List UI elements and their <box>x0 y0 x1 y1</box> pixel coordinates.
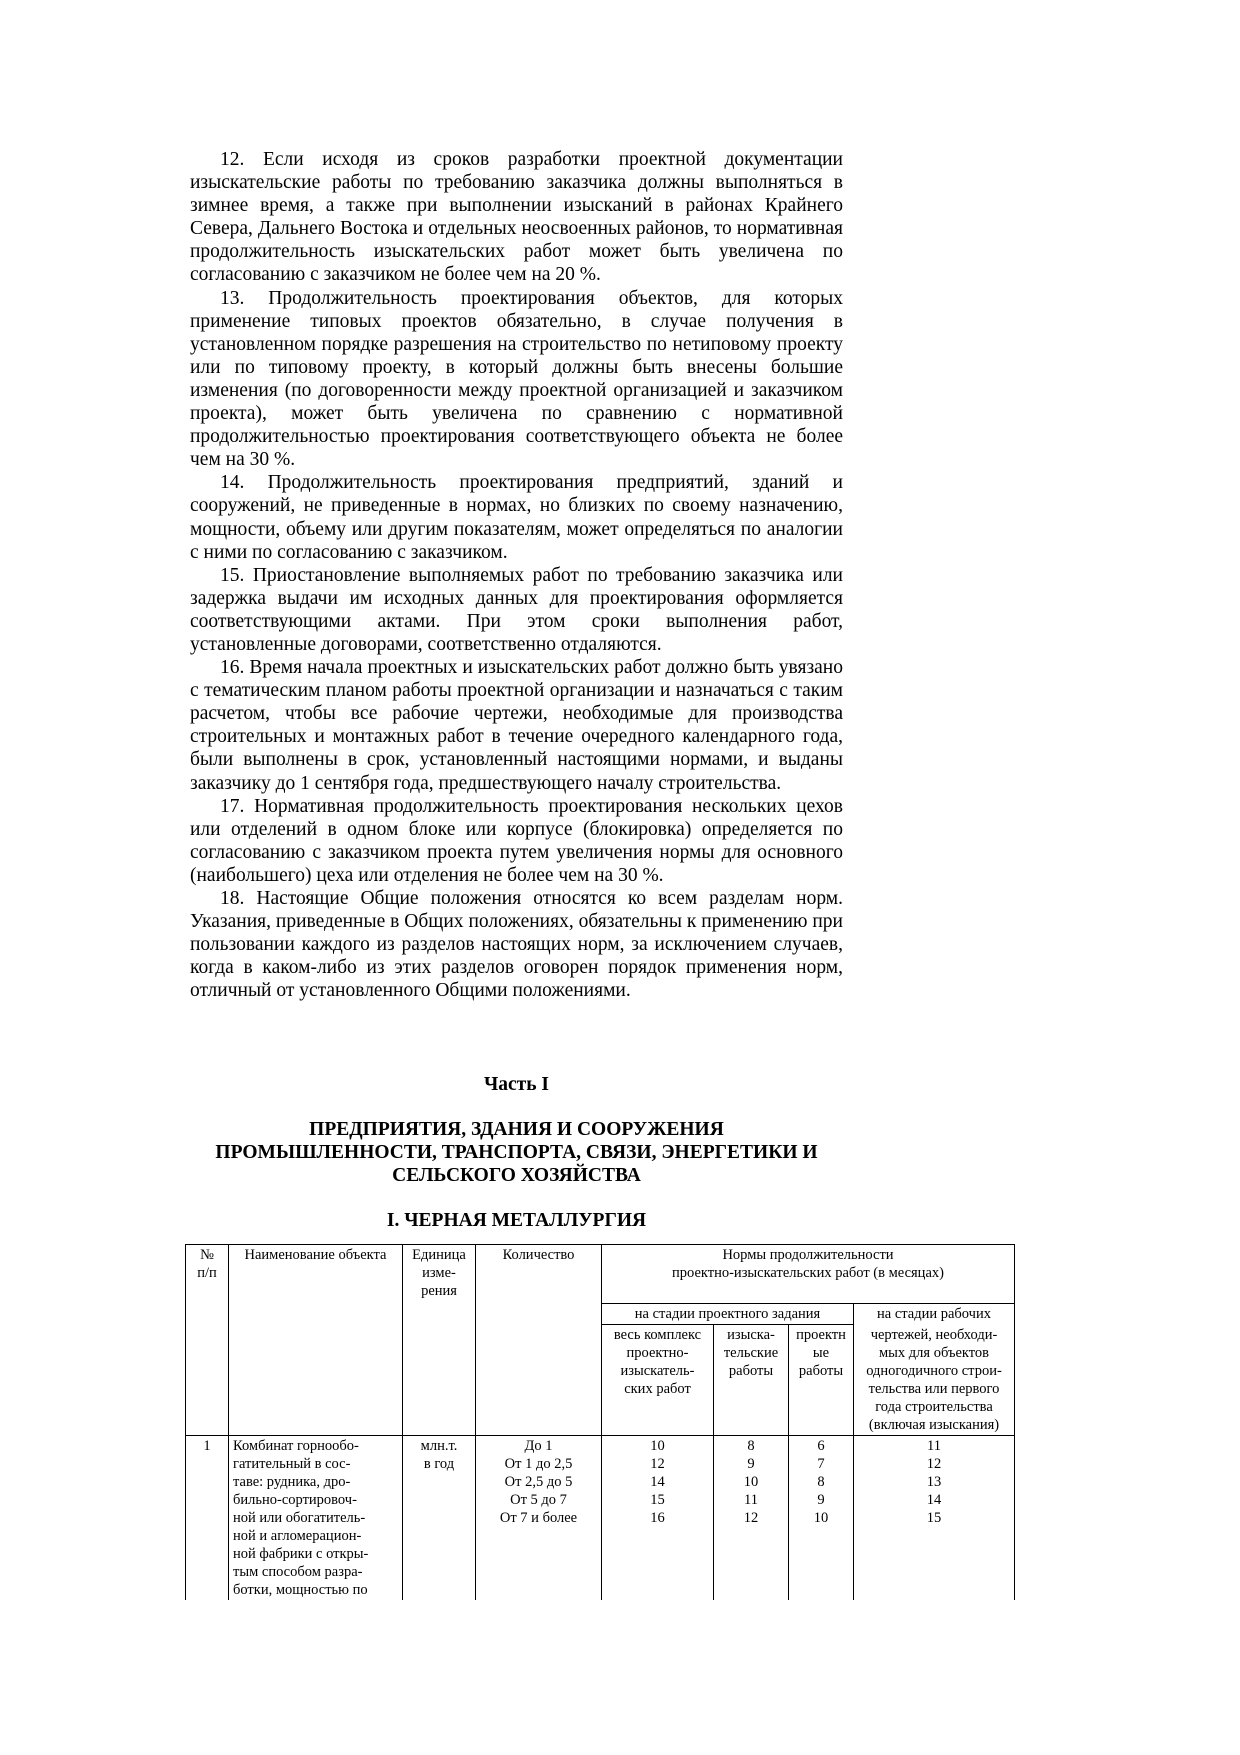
cell-text: ной фабрики с откры- <box>233 1545 369 1562</box>
cell-text: в год <box>423 1455 455 1472</box>
cell-drawings <box>854 1435 1015 1600</box>
paragraph-12: 12. Если исходя из сроков разработки проектной документации изыскательские работы по требованию заказчика должны выполняться в зимнее время, а также при выполнении изысканий в районах Крайнего Севера, Дальнего Востока и отдельных неосвоенных районов, то нормативная продолжительность изыскательских работ может быть увеличена по согласованию с заказчиком не более чем на 20 %. <box>190 149 843 286</box>
cell-text: До 1 <box>524 1437 553 1454</box>
header-stage-project <box>602 1304 854 1325</box>
header-text: изыска- <box>727 1327 775 1343</box>
header-text: одногодичного строи- <box>866 1362 1002 1379</box>
cell-text: 15 <box>926 1509 942 1526</box>
cell-text: 8 <box>747 1437 755 1454</box>
table-row <box>186 1435 1015 1600</box>
cell-text: 9 <box>817 1491 825 1508</box>
paragraph-16: 16. Время начала проектных и изыскательских работ должно быть увязано с тематическим планом работы проектной организации и назначаться с таким расчетом, чтобы все рабочие чертежи, необходимые для производства строительных и монтажных работ в течение очередного календарного года, были выполнены в срок, установленный настоящими нормами, и выданы заказчику до 1 сентября года, предшествующего началу строительства. <box>190 657 843 794</box>
header-text: на стадии проектного задания <box>634 1306 821 1322</box>
cell-text: 14 <box>650 1473 665 1490</box>
header-text: ских работ <box>624 1381 691 1397</box>
cell-unit <box>403 1435 476 1600</box>
cell-text: тым способом разра- <box>233 1563 363 1580</box>
header-text: тельства или первого <box>868 1380 1000 1397</box>
cell-text: гатительный в сос- <box>233 1455 351 1472</box>
header-name <box>229 1245 403 1436</box>
paragraph-13: 13. Продолжительность проектирования объектов, для которых применение типовых проектов обязательно, в случае получения в установленном порядке разрешения на строительство по нетиповому проекту или по типовому проекту, в который должны быть внесены большие изменения (по договоренности между проектной организацией и заказчиком проекта), может быть увеличена по сравнению с нормативной продолжительностью проектирования соответствующего объекта не более чем на 30 %. <box>190 287 843 471</box>
cell-text: 10 <box>650 1437 665 1454</box>
header-text: проектн <box>796 1327 846 1343</box>
cell-text: ботки, мощностью по <box>233 1581 368 1598</box>
norms-table <box>185 1244 1015 1600</box>
paragraph-14: 14. Продолжительность проектирования предприятий, зданий и сооружений, не приведенные в нормах, но близких по своему назначению, мощности, объему или другим показателям, может определяться по аналогии с ними по согласованию с заказчиком. <box>190 472 843 563</box>
header-text: п/п <box>197 1265 217 1281</box>
header-survey <box>714 1325 789 1436</box>
cell-text: 8 <box>817 1473 825 1490</box>
header-text: изме- <box>422 1265 456 1281</box>
cell-text: 16 <box>650 1509 665 1526</box>
cell-text: 15 <box>650 1491 665 1508</box>
header-text: (включая изыскания) <box>868 1416 1000 1433</box>
cell-text: От 5 до 7 <box>510 1491 567 1508</box>
header-unit <box>403 1245 476 1436</box>
header-quantity <box>476 1245 602 1436</box>
header-text: работы <box>728 1363 774 1379</box>
header-design <box>789 1325 854 1436</box>
cell-text: 1 <box>203 1437 211 1454</box>
table-header-row <box>186 1245 1015 1304</box>
header-text: Единица <box>412 1247 466 1263</box>
cell-text: 13 <box>926 1473 942 1490</box>
header-stage-drawings <box>854 1304 1015 1325</box>
cell-full-complex <box>602 1435 714 1600</box>
part-title: Часть I <box>483 1074 550 1095</box>
header-norms <box>602 1245 1015 1304</box>
cell-text: 6 <box>817 1437 825 1454</box>
cell-design <box>789 1435 854 1600</box>
header-text: рения <box>421 1283 457 1299</box>
cell-text: 7 <box>817 1455 825 1472</box>
cell-text: 10 <box>743 1473 759 1490</box>
cell-text: Комбинат горнообо- <box>233 1437 359 1454</box>
cell-text: 11 <box>744 1491 758 1508</box>
body-text <box>190 148 843 1002</box>
cell-text: таве: рудника, дро- <box>233 1473 351 1490</box>
header-text: ые <box>812 1345 830 1361</box>
cell-text: ной или обогатитель- <box>233 1509 366 1526</box>
cell-text: бильно-сортировоч- <box>233 1491 357 1508</box>
header-text: Нормы продолжительности <box>722 1247 894 1263</box>
header-text: на стадии рабочих <box>877 1306 991 1322</box>
paragraph-17: 17. Нормативная продолжительность проектирования нескольких цехов или отделений в одном блоке или корпусе (блокировка) определяется по согласованию с заказчиком проекта путем увеличения нормы для основного (наибольшего) цеха или отделения не более чем на 30 %. <box>190 795 843 886</box>
cell-text: От 7 и более <box>499 1509 578 1526</box>
section-title: I. ЧЕРНАЯ МЕТАЛЛУРГИЯ <box>386 1210 647 1231</box>
cell-text: млн.т. <box>420 1437 458 1454</box>
cell-text: 12 <box>650 1455 665 1472</box>
header-num <box>186 1245 229 1436</box>
header-text: Наименование объекта <box>244 1247 387 1263</box>
header-text: № <box>200 1247 214 1263</box>
cell-text: 10 <box>813 1509 829 1526</box>
header-text: проектно-изыскательских работ (в месяцах) <box>672 1265 944 1281</box>
cell-num <box>186 1435 229 1600</box>
cell-text: 11 <box>927 1437 941 1454</box>
cell-quantity <box>476 1435 602 1600</box>
cell-text: ной и агломерацион- <box>233 1527 362 1544</box>
paragraph-18: 18. Настоящие Общие положения относятся ко всем разделам норм. Указания, приведенные в Общих положениях, обязательны к применению при пользовании каждого из разделов настоящих норм, за исключением случаев, когда в каком-либо из этих разделов оговорен порядок применения норм, отличный от установленного Общими положениями. <box>190 888 843 1002</box>
cell-text: От 1 до 2,5 <box>504 1455 573 1472</box>
cell-survey <box>714 1435 789 1600</box>
header-text: Количество <box>502 1247 575 1263</box>
cell-name <box>229 1435 403 1600</box>
header-text: года строительства <box>875 1398 993 1415</box>
cell-text: 9 <box>747 1455 755 1472</box>
cell-text: 14 <box>926 1491 942 1508</box>
header-text: чертежей, необходи- <box>870 1326 998 1343</box>
header-text: весь комплекс <box>613 1327 702 1343</box>
header-text: проектно- <box>626 1345 689 1361</box>
header-drawings <box>854 1325 1015 1436</box>
paragraph-15: 15. Приостановление выполняемых работ по требованию заказчика или задержка выдачи им исходных данных для проектирования оформляется соответствующими актами. При этом сроки выполнения работ, установленные договорами, соответственно отдаляются. <box>190 564 843 655</box>
header-text: тельские <box>723 1345 779 1361</box>
header-text: изыскатель- <box>620 1363 695 1379</box>
main-title-line: ПРОМЫШЛЕННОСТИ, ТРАНСПОРТА, СВЯЗИ, ЭНЕРГЕТИКИ И <box>215 1142 818 1163</box>
header-text: мых для объектов <box>879 1344 989 1361</box>
main-title <box>190 1118 843 1187</box>
header-full-complex <box>602 1325 714 1436</box>
cell-text: От 2,5 до 5 <box>504 1473 573 1490</box>
main-title-line: ПРЕДПРИЯТИЯ, ЗДАНИЯ И СООРУЖЕНИЯ <box>309 1119 724 1140</box>
cell-text: 12 <box>743 1509 759 1526</box>
header-text: работы <box>798 1363 844 1379</box>
cell-text: 12 <box>926 1455 942 1472</box>
main-title-line: СЕЛЬСКОГО ХОЗЯЙСТВА <box>392 1165 641 1186</box>
